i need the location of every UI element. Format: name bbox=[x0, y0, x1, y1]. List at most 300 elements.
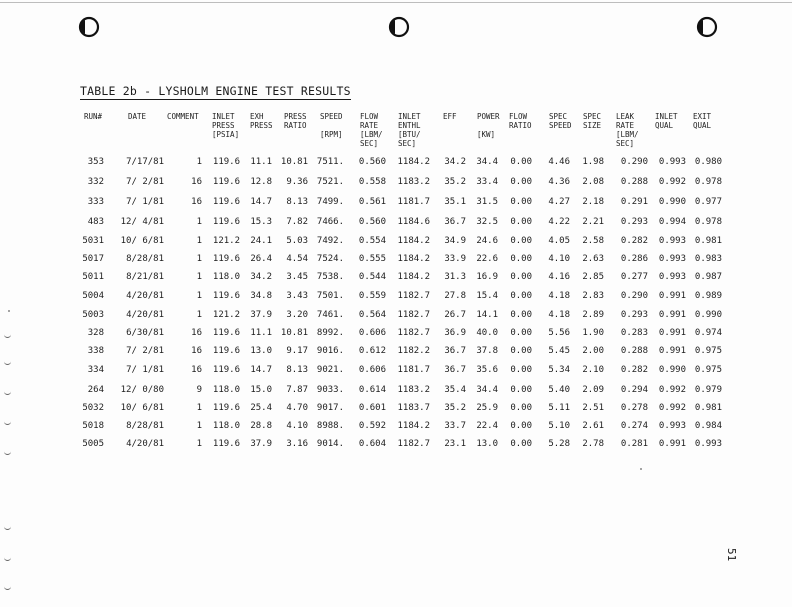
table-cell-speed: 8988. bbox=[316, 421, 344, 431]
table-cell-leak-rate: 0.294 bbox=[620, 385, 648, 395]
table-cell-date: 7/17/81 bbox=[126, 157, 164, 167]
table-cell-exit-qual: 0.990 bbox=[694, 310, 722, 320]
table-cell-eff: 31.3 bbox=[444, 272, 466, 282]
table-cell-comment: 16 bbox=[191, 197, 202, 207]
table-cell-flow-ratio: 0.00 bbox=[510, 365, 532, 375]
table-cell-run: 332 bbox=[87, 177, 104, 187]
table-cell-inlet-qual: 0.993 bbox=[658, 421, 686, 431]
column-header-comment: COMMENT bbox=[167, 112, 199, 121]
table-cell-exh-press: 28.8 bbox=[250, 421, 272, 431]
table-cell-press-ratio: 10.81 bbox=[280, 328, 308, 338]
table-cell-spec-size: 2.63 bbox=[582, 254, 604, 264]
table-cell-date: 8/28/81 bbox=[126, 421, 164, 431]
column-header-inlet-press: INLET PRESS [PSIA] bbox=[212, 112, 240, 139]
table-cell-exh-press: 15.3 bbox=[250, 217, 272, 227]
table-cell-flow-ratio: 0.00 bbox=[510, 421, 532, 431]
margin-mark bbox=[4, 420, 11, 425]
table-cell-press-ratio: 9.17 bbox=[286, 346, 308, 356]
table-cell-inlet-press: 119.6 bbox=[212, 403, 240, 413]
scan-speck bbox=[8, 310, 10, 312]
table-cell-date: 10/ 6/81 bbox=[120, 236, 164, 246]
table-cell-inlet-press: 119.6 bbox=[212, 346, 240, 356]
table-cell-flow-rate: 0.554 bbox=[358, 236, 386, 246]
table-cell-spec-speed: 4.27 bbox=[548, 197, 570, 207]
table-cell-spec-size: 2.78 bbox=[582, 439, 604, 449]
table-cell-flow-rate: 0.614 bbox=[358, 385, 386, 395]
table-cell-spec-size: 2.08 bbox=[582, 177, 604, 187]
table-cell-spec-speed: 4.46 bbox=[548, 157, 570, 167]
table-cell-flow-ratio: 0.00 bbox=[510, 385, 532, 395]
scan-speck bbox=[640, 468, 642, 470]
column-header-inlet-qual: INLET QUAL bbox=[655, 112, 678, 130]
table-cell-inlet-press: 119.6 bbox=[212, 157, 240, 167]
table-cell-flow-ratio: 0.00 bbox=[510, 328, 532, 338]
table-cell-flow-rate: 0.544 bbox=[358, 272, 386, 282]
column-header-exh-press: EXH PRESS bbox=[250, 112, 273, 130]
table-cell-inlet-press: 119.6 bbox=[212, 254, 240, 264]
table-cell-press-ratio: 3.16 bbox=[286, 439, 308, 449]
table-cell-speed: 8992. bbox=[316, 328, 344, 338]
table-cell-eff: 35.2 bbox=[444, 403, 466, 413]
table-cell-inlet-qual: 0.993 bbox=[658, 157, 686, 167]
table-cell-run: 328 bbox=[87, 328, 104, 338]
table-cell-inlet-enthl: 1183.7 bbox=[397, 403, 430, 413]
table-cell-exh-press: 14.7 bbox=[250, 365, 272, 375]
table-cell-inlet-enthl: 1183.2 bbox=[397, 385, 430, 395]
table-cell-flow-ratio: 0.00 bbox=[510, 439, 532, 449]
table-cell-inlet-enthl: 1184.2 bbox=[397, 157, 430, 167]
table-cell-power: 37.8 bbox=[476, 346, 498, 356]
table-cell-eff: 36.7 bbox=[444, 365, 466, 375]
table-cell-inlet-qual: 0.993 bbox=[658, 236, 686, 246]
margin-mark bbox=[4, 360, 11, 365]
table-cell-leak-rate: 0.293 bbox=[620, 217, 648, 227]
table-cell-exh-press: 34.8 bbox=[250, 291, 272, 301]
table-cell-speed: 9016. bbox=[316, 346, 344, 356]
table-cell-inlet-press: 119.6 bbox=[212, 365, 240, 375]
table-cell-date: 4/20/81 bbox=[126, 291, 164, 301]
table-cell-eff: 27.8 bbox=[444, 291, 466, 301]
table-cell-exh-press: 24.1 bbox=[250, 236, 272, 246]
table-cell-comment: 16 bbox=[191, 328, 202, 338]
margin-mark bbox=[4, 390, 11, 395]
table-cell-comment: 1 bbox=[196, 254, 202, 264]
table-cell-power: 34.4 bbox=[476, 385, 498, 395]
table-cell-speed: 7499. bbox=[316, 197, 344, 207]
table-cell-spec-speed: 5.10 bbox=[548, 421, 570, 431]
table-cell-spec-speed: 4.22 bbox=[548, 217, 570, 227]
table-cell-run: 5017 bbox=[82, 254, 104, 264]
table-cell-power: 16.9 bbox=[476, 272, 498, 282]
table-cell-press-ratio: 4.54 bbox=[286, 254, 308, 264]
table-cell-exit-qual: 0.977 bbox=[694, 197, 722, 207]
table-cell-comment: 1 bbox=[196, 217, 202, 227]
table-cell-inlet-qual: 0.991 bbox=[658, 310, 686, 320]
table-cell-speed: 9017. bbox=[316, 403, 344, 413]
table-cell-inlet-enthl: 1184.6 bbox=[397, 217, 430, 227]
table-cell-inlet-enthl: 1182.7 bbox=[397, 328, 430, 338]
table-cell-speed: 9033. bbox=[316, 385, 344, 395]
table-cell-exh-press: 11.1 bbox=[250, 157, 272, 167]
column-header-date: DATE bbox=[128, 112, 147, 121]
column-header-exit-qual: EXIT QUAL bbox=[693, 112, 712, 130]
table-cell-exit-qual: 0.989 bbox=[694, 291, 722, 301]
table-cell-inlet-press: 119.6 bbox=[212, 217, 240, 227]
table-cell-speed: 9014. bbox=[316, 439, 344, 449]
table-cell-flow-rate: 0.561 bbox=[358, 197, 386, 207]
table-cell-exh-press: 34.2 bbox=[250, 272, 272, 282]
table-cell-exh-press: 37.9 bbox=[250, 439, 272, 449]
table-cell-run: 5031 bbox=[82, 236, 104, 246]
table-cell-speed: 7461. bbox=[316, 310, 344, 320]
table-cell-speed: 7538. bbox=[316, 272, 344, 282]
table-cell-press-ratio: 8.13 bbox=[286, 197, 308, 207]
table-cell-exh-press: 12.8 bbox=[250, 177, 272, 187]
table-cell-spec-speed: 4.16 bbox=[548, 272, 570, 282]
table-cell-spec-size: 2.09 bbox=[582, 385, 604, 395]
table-cell-power: 25.9 bbox=[476, 403, 498, 413]
table-cell-press-ratio: 7.87 bbox=[286, 385, 308, 395]
table-cell-run: 334 bbox=[87, 365, 104, 375]
table-cell-spec-speed: 5.40 bbox=[548, 385, 570, 395]
table-cell-flow-ratio: 0.00 bbox=[510, 403, 532, 413]
table-cell-speed: 9021. bbox=[316, 365, 344, 375]
table-cell-inlet-press: 119.6 bbox=[212, 291, 240, 301]
table-cell-flow-rate: 0.604 bbox=[358, 439, 386, 449]
table-cell-exh-press: 15.0 bbox=[250, 385, 272, 395]
table-cell-power: 35.6 bbox=[476, 365, 498, 375]
table-cell-spec-size: 2.10 bbox=[582, 365, 604, 375]
table-cell-spec-size: 2.58 bbox=[582, 236, 604, 246]
table-cell-inlet-press: 118.0 bbox=[212, 421, 240, 431]
column-header-power: POWER [KW] bbox=[477, 112, 500, 139]
table-cell-press-ratio: 7.82 bbox=[286, 217, 308, 227]
table-cell-exit-qual: 0.975 bbox=[694, 365, 722, 375]
table-cell-comment: 1 bbox=[196, 439, 202, 449]
table-cell-flow-rate: 0.559 bbox=[358, 291, 386, 301]
table-cell-exh-press: 25.4 bbox=[250, 403, 272, 413]
margin-mark bbox=[4, 333, 11, 338]
table-cell-flow-ratio: 0.00 bbox=[510, 272, 532, 282]
table-cell-date: 4/20/81 bbox=[126, 439, 164, 449]
table-cell-eff: 33.9 bbox=[444, 254, 466, 264]
table-cell-spec-size: 2.21 bbox=[582, 217, 604, 227]
table-cell-spec-size: 1.98 bbox=[582, 157, 604, 167]
table-cell-comment: 16 bbox=[191, 177, 202, 187]
table-cell-flow-rate: 0.560 bbox=[358, 157, 386, 167]
table-cell-spec-size: 2.89 bbox=[582, 310, 604, 320]
table-cell-date: 6/30/81 bbox=[126, 328, 164, 338]
table-cell-comment: 1 bbox=[196, 421, 202, 431]
table-cell-flow-rate: 0.555 bbox=[358, 254, 386, 264]
table-cell-exit-qual: 0.978 bbox=[694, 177, 722, 187]
column-header-flow-rate: FLOW RATE [LBM/ SEC] bbox=[360, 112, 383, 148]
table-cell-date: 8/21/81 bbox=[126, 272, 164, 282]
table-cell-date: 8/28/81 bbox=[126, 254, 164, 264]
table-cell-power: 13.0 bbox=[476, 439, 498, 449]
table-cell-power: 33.4 bbox=[476, 177, 498, 187]
table-cell-spec-speed: 4.05 bbox=[548, 236, 570, 246]
table-cell-date: 10/ 6/81 bbox=[120, 403, 164, 413]
table-cell-exit-qual: 0.981 bbox=[694, 403, 722, 413]
table-cell-inlet-enthl: 1182.2 bbox=[397, 346, 430, 356]
table-cell-inlet-enthl: 1184.2 bbox=[397, 236, 430, 246]
table-cell-inlet-qual: 0.990 bbox=[658, 197, 686, 207]
table-cell-flow-ratio: 0.00 bbox=[510, 217, 532, 227]
table-cell-inlet-enthl: 1182.7 bbox=[397, 310, 430, 320]
table-cell-speed: 7511. bbox=[316, 157, 344, 167]
table-cell-spec-size: 2.83 bbox=[582, 291, 604, 301]
table-cell-spec-size: 2.61 bbox=[582, 421, 604, 431]
table-cell-press-ratio: 8.13 bbox=[286, 365, 308, 375]
punch-hole-icon bbox=[696, 16, 718, 38]
table-cell-press-ratio: 9.36 bbox=[286, 177, 308, 187]
table-cell-run: 264 bbox=[87, 385, 104, 395]
table-cell-inlet-press: 119.6 bbox=[212, 328, 240, 338]
table-cell-power: 22.4 bbox=[476, 421, 498, 431]
table-cell-comment: 1 bbox=[196, 291, 202, 301]
table-cell-leak-rate: 0.281 bbox=[620, 439, 648, 449]
table-cell-run: 483 bbox=[87, 217, 104, 227]
table-cell-spec-speed: 5.56 bbox=[548, 328, 570, 338]
table-cell-leak-rate: 0.290 bbox=[620, 291, 648, 301]
table-cell-leak-rate: 0.278 bbox=[620, 403, 648, 413]
column-header-eff: EFF bbox=[443, 112, 457, 121]
table-cell-run: 5032 bbox=[82, 403, 104, 413]
table-cell-inlet-enthl: 1184.2 bbox=[397, 421, 430, 431]
table-cell-press-ratio: 3.45 bbox=[286, 272, 308, 282]
table-cell-eff: 36.9 bbox=[444, 328, 466, 338]
table-cell-inlet-qual: 0.991 bbox=[658, 439, 686, 449]
table-cell-power: 32.5 bbox=[476, 217, 498, 227]
table-cell-inlet-enthl: 1184.2 bbox=[397, 272, 430, 282]
column-header-inlet-enthl: INLET ENTHL [BTU/ SEC] bbox=[398, 112, 421, 148]
table-cell-spec-speed: 5.11 bbox=[548, 403, 570, 413]
table-cell-inlet-qual: 0.990 bbox=[658, 365, 686, 375]
table-cell-press-ratio: 10.81 bbox=[280, 157, 308, 167]
column-header-run: RUN# bbox=[84, 112, 103, 121]
table-cell-inlet-enthl: 1183.2 bbox=[397, 177, 430, 187]
table-cell-date: 7/ 2/81 bbox=[126, 177, 164, 187]
table-cell-eff: 36.7 bbox=[444, 217, 466, 227]
table-cell-exit-qual: 0.981 bbox=[694, 236, 722, 246]
table-cell-flow-rate: 0.606 bbox=[358, 365, 386, 375]
table-cell-leak-rate: 0.277 bbox=[620, 272, 648, 282]
table-cell-inlet-qual: 0.991 bbox=[658, 291, 686, 301]
table-cell-eff: 23.1 bbox=[444, 439, 466, 449]
table-cell-flow-ratio: 0.00 bbox=[510, 236, 532, 246]
table-cell-exit-qual: 0.978 bbox=[694, 217, 722, 227]
table-title: TABLE 2b - LYSHOLM ENGINE TEST RESULTS bbox=[80, 84, 351, 98]
margin-mark bbox=[4, 585, 11, 590]
table-cell-leak-rate: 0.291 bbox=[620, 197, 648, 207]
table-cell-inlet-enthl: 1184.2 bbox=[397, 254, 430, 264]
table-cell-flow-rate: 0.592 bbox=[358, 421, 386, 431]
table-cell-spec-speed: 5.34 bbox=[548, 365, 570, 375]
table-cell-exit-qual: 0.979 bbox=[694, 385, 722, 395]
punch-hole-icon bbox=[78, 16, 100, 38]
table-cell-run: 353 bbox=[87, 157, 104, 167]
table-cell-press-ratio: 5.03 bbox=[286, 236, 308, 246]
table-cell-leak-rate: 0.290 bbox=[620, 157, 648, 167]
column-header-speed: SPEED [RPM] bbox=[320, 112, 343, 139]
table-cell-flow-ratio: 0.00 bbox=[510, 346, 532, 356]
table-cell-power: 31.5 bbox=[476, 197, 498, 207]
table-cell-speed: 7521. bbox=[316, 177, 344, 187]
table-cell-exh-press: 11.1 bbox=[250, 328, 272, 338]
table-cell-exh-press: 14.7 bbox=[250, 197, 272, 207]
table-cell-comment: 1 bbox=[196, 272, 202, 282]
table-cell-date: 12/ 0/80 bbox=[120, 385, 164, 395]
table-cell-inlet-qual: 0.992 bbox=[658, 385, 686, 395]
table-cell-eff: 35.2 bbox=[444, 177, 466, 187]
table-cell-run: 5018 bbox=[82, 421, 104, 431]
punch-hole-icon bbox=[388, 16, 410, 38]
table-cell-exh-press: 26.4 bbox=[250, 254, 272, 264]
table-cell-spec-speed: 4.10 bbox=[548, 254, 570, 264]
table-cell-flow-rate: 0.558 bbox=[358, 177, 386, 187]
table-cell-run: 338 bbox=[87, 346, 104, 356]
table-cell-flow-ratio: 0.00 bbox=[510, 177, 532, 187]
margin-mark bbox=[4, 450, 11, 455]
table-cell-spec-speed: 5.45 bbox=[548, 346, 570, 356]
table-cell-comment: 9 bbox=[196, 385, 202, 395]
table-cell-eff: 35.1 bbox=[444, 197, 466, 207]
table-cell-eff: 34.9 bbox=[444, 236, 466, 246]
table-cell-inlet-press: 121.2 bbox=[212, 310, 240, 320]
table-cell-spec-size: 2.18 bbox=[582, 197, 604, 207]
table-cell-power: 34.4 bbox=[476, 157, 498, 167]
table-cell-spec-size: 1.90 bbox=[582, 328, 604, 338]
table-cell-inlet-press: 119.6 bbox=[212, 177, 240, 187]
table-cell-speed: 7501. bbox=[316, 291, 344, 301]
table-cell-eff: 33.7 bbox=[444, 421, 466, 431]
table-cell-inlet-qual: 0.993 bbox=[658, 272, 686, 282]
table-cell-exit-qual: 0.975 bbox=[694, 346, 722, 356]
table-cell-exh-press: 37.9 bbox=[250, 310, 272, 320]
table-cell-inlet-press: 118.0 bbox=[212, 272, 240, 282]
table-cell-spec-speed: 4.18 bbox=[548, 310, 570, 320]
table-cell-inlet-qual: 0.994 bbox=[658, 217, 686, 227]
column-header-flow-ratio: FLOW RATIO bbox=[509, 112, 532, 130]
top-rule bbox=[0, 2, 792, 3]
table-cell-exit-qual: 0.984 bbox=[694, 421, 722, 431]
table-cell-inlet-qual: 0.993 bbox=[658, 254, 686, 264]
table-cell-inlet-qual: 0.992 bbox=[658, 177, 686, 187]
table-cell-date: 12/ 4/81 bbox=[120, 217, 164, 227]
table-cell-power: 14.1 bbox=[476, 310, 498, 320]
table-cell-press-ratio: 4.10 bbox=[286, 421, 308, 431]
table-cell-flow-ratio: 0.00 bbox=[510, 197, 532, 207]
table-cell-flow-ratio: 0.00 bbox=[510, 310, 532, 320]
table-cell-inlet-press: 119.6 bbox=[212, 197, 240, 207]
table-cell-comment: 1 bbox=[196, 157, 202, 167]
table-cell-date: 7/ 2/81 bbox=[126, 346, 164, 356]
table-cell-exit-qual: 0.983 bbox=[694, 254, 722, 264]
column-header-spec-speed: SPEC SPEED bbox=[549, 112, 572, 130]
column-header-spec-size: SPEC SIZE bbox=[583, 112, 602, 130]
table-cell-flow-ratio: 0.00 bbox=[510, 254, 532, 264]
table-cell-inlet-press: 121.2 bbox=[212, 236, 240, 246]
table-cell-run: 5005 bbox=[82, 439, 104, 449]
table-cell-flow-ratio: 0.00 bbox=[510, 157, 532, 167]
table-cell-run: 333 bbox=[87, 197, 104, 207]
table-cell-spec-speed: 4.36 bbox=[548, 177, 570, 187]
table-cell-power: 22.6 bbox=[476, 254, 498, 264]
table-cell-inlet-qual: 0.991 bbox=[658, 328, 686, 338]
table-cell-spec-speed: 4.18 bbox=[548, 291, 570, 301]
margin-mark bbox=[4, 525, 11, 530]
table-cell-inlet-qual: 0.991 bbox=[658, 346, 686, 356]
table-cell-leak-rate: 0.282 bbox=[620, 365, 648, 375]
table-cell-power: 15.4 bbox=[476, 291, 498, 301]
table-cell-inlet-enthl: 1181.7 bbox=[397, 365, 430, 375]
table-cell-run: 5004 bbox=[82, 291, 104, 301]
table-cell-speed: 7466. bbox=[316, 217, 344, 227]
table-cell-spec-size: 2.85 bbox=[582, 272, 604, 282]
table-cell-leak-rate: 0.274 bbox=[620, 421, 648, 431]
table-cell-flow-rate: 0.606 bbox=[358, 328, 386, 338]
table-cell-exit-qual: 0.987 bbox=[694, 272, 722, 282]
table-cell-inlet-enthl: 1181.7 bbox=[397, 197, 430, 207]
table-cell-comment: 1 bbox=[196, 403, 202, 413]
table-cell-press-ratio: 4.70 bbox=[286, 403, 308, 413]
table-cell-eff: 36.7 bbox=[444, 346, 466, 356]
table-cell-exh-press: 13.0 bbox=[250, 346, 272, 356]
table-cell-eff: 34.2 bbox=[444, 157, 466, 167]
table-cell-comment: 16 bbox=[191, 346, 202, 356]
table-cell-run: 5011 bbox=[82, 272, 104, 282]
table-cell-flow-rate: 0.612 bbox=[358, 346, 386, 356]
table-cell-spec-size: 2.00 bbox=[582, 346, 604, 356]
page-number: 51 bbox=[725, 548, 738, 562]
column-header-press-ratio: PRESS RATIO bbox=[284, 112, 307, 130]
table-cell-flow-rate: 0.564 bbox=[358, 310, 386, 320]
table-cell-inlet-press: 119.6 bbox=[212, 439, 240, 449]
table-cell-flow-rate: 0.560 bbox=[358, 217, 386, 227]
table-cell-inlet-qual: 0.992 bbox=[658, 403, 686, 413]
table-cell-comment: 16 bbox=[191, 365, 202, 375]
table-cell-inlet-press: 118.0 bbox=[212, 385, 240, 395]
column-header-leak-rate: LEAK RATE [LBM/ SEC] bbox=[616, 112, 639, 148]
margin-mark bbox=[4, 556, 11, 561]
table-cell-power: 24.6 bbox=[476, 236, 498, 246]
table-cell-speed: 7524. bbox=[316, 254, 344, 264]
table-cell-press-ratio: 3.43 bbox=[286, 291, 308, 301]
table-cell-eff: 26.7 bbox=[444, 310, 466, 320]
table-cell-date: 4/20/81 bbox=[126, 310, 164, 320]
table-cell-comment: 1 bbox=[196, 310, 202, 320]
table-cell-exit-qual: 0.974 bbox=[694, 328, 722, 338]
table-cell-flow-ratio: 0.00 bbox=[510, 291, 532, 301]
table-cell-date: 7/ 1/81 bbox=[126, 365, 164, 375]
table-cell-leak-rate: 0.288 bbox=[620, 177, 648, 187]
table-cell-leak-rate: 0.286 bbox=[620, 254, 648, 264]
table-cell-speed: 7492. bbox=[316, 236, 344, 246]
table-cell-inlet-enthl: 1182.7 bbox=[397, 439, 430, 449]
table-cell-leak-rate: 0.293 bbox=[620, 310, 648, 320]
table-cell-spec-speed: 5.28 bbox=[548, 439, 570, 449]
table-cell-leak-rate: 0.282 bbox=[620, 236, 648, 246]
table-cell-inlet-enthl: 1182.7 bbox=[397, 291, 430, 301]
table-cell-press-ratio: 3.20 bbox=[286, 310, 308, 320]
table-cell-leak-rate: 0.288 bbox=[620, 346, 648, 356]
table-cell-flow-rate: 0.601 bbox=[358, 403, 386, 413]
table-cell-date: 7/ 1/81 bbox=[126, 197, 164, 207]
table-cell-eff: 35.4 bbox=[444, 385, 466, 395]
table-cell-exit-qual: 0.980 bbox=[694, 157, 722, 167]
table-cell-run: 5003 bbox=[82, 310, 104, 320]
